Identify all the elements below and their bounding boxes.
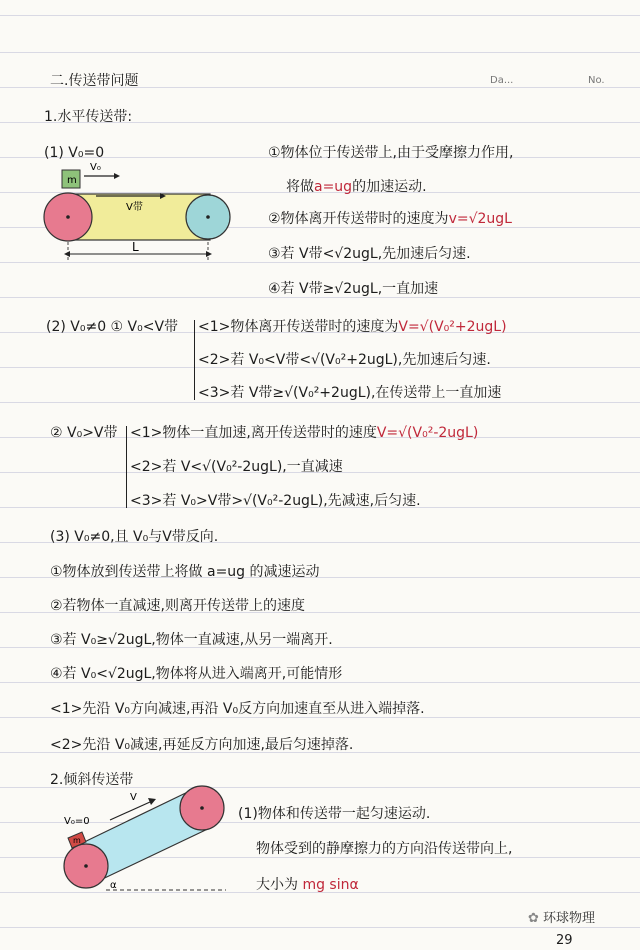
inclined-v0-label: V₀=0 <box>64 816 90 827</box>
inclined-line1: (1)物体和传送带一起匀速运动. <box>238 806 431 822</box>
case1-line5: ④若 V带≥√2ugL,一直加速 <box>268 281 439 297</box>
case2a-line1: <1>物体离开传送带时的速度为V=√(V₀²+2ugL) <box>198 319 507 335</box>
inclined-belt-heading: 2.倾斜传送带 <box>50 772 134 788</box>
page-number: 29 <box>556 933 573 948</box>
v-belt-label: V带 <box>126 202 143 213</box>
watermark: ✿ 环球物理 <box>528 911 596 926</box>
case1-line4: ③若 V带<√2ugL,先加速后匀速. <box>268 246 471 262</box>
case3-line3: ③若 V₀≥√2ugL,物体一直减速,从另一端离开. <box>50 632 333 648</box>
block-m-label: m <box>67 175 77 186</box>
case2b-line2: <2>若 V<√(V₀²-2ugL),一直减速 <box>130 459 343 475</box>
case3-label: (3) V₀≠0,且 V₀与V带反向. <box>50 529 219 545</box>
case3-line6: <2>先沿 V₀减速,再延反方向加速,最后匀速掉落. <box>50 737 354 753</box>
case2b-label: ② V₀>V带 <box>50 425 118 441</box>
case2a-brace <box>194 320 195 400</box>
inclined-block-label: m <box>73 836 81 845</box>
case3-line5: <1>先沿 V₀方向减速,再沿 V₀反方向加速直至从进入端掉落. <box>50 701 425 717</box>
case2b-line3: <3>若 V₀>V带>√(V₀²-2ugL),先减速,后匀速. <box>130 493 421 509</box>
inclined-v-label: V <box>130 792 137 803</box>
case1-line3: ②物体离开传送带时的速度为v=√2ugL <box>268 211 512 227</box>
v0-label: V₀ <box>90 162 101 173</box>
inclined-line3: 大小为 mg sinα <box>256 877 359 893</box>
case3-line2: ②若物体一直减速,则离开传送带上的速度 <box>50 598 305 614</box>
case1-label: (1) V₀=0 <box>44 145 105 161</box>
horizontal-belt-heading: 1.水平传送带: <box>44 109 133 125</box>
case2b-line1: <1>物体一直加速,离开传送带时的速度V=√(V₀²-2ugL) <box>130 425 479 441</box>
case3-line1: ①物体放到传送带上将做 a=ug 的减速运动 <box>50 564 320 580</box>
angle-label: α <box>110 880 117 891</box>
case2b-brace <box>126 426 127 508</box>
length-label: L <box>132 240 139 254</box>
case2-label: (2) V₀≠0 ① V₀<V带 <box>46 319 179 335</box>
case1-line2: 将做a=ug的加速运动. <box>286 179 427 195</box>
number-label: No. <box>588 75 605 86</box>
case2a-line3: <3>若 V带≥√(V₀²+2ugL),在传送带上一直加速 <box>198 385 502 401</box>
inclined-line2: 物体受到的静摩擦力的方向沿传送带向上, <box>256 841 513 857</box>
section-title: 二.传送带问题 <box>50 73 139 89</box>
date-label: Da... <box>490 75 514 86</box>
case2a-line2: <2>若 V₀<V带<√(V₀²+2ugL),先加速后匀速. <box>198 352 491 368</box>
inclined-belt-diagram <box>46 780 236 900</box>
case1-line1: ①物体位于传送带上,由于受摩擦力作用, <box>268 145 514 161</box>
case3-line4: ④若 V₀<√2ugL,物体将从进入端离开,可能情形 <box>50 666 343 682</box>
watermark-icon: ✿ <box>528 911 544 926</box>
horizontal-belt-diagram <box>40 158 240 268</box>
